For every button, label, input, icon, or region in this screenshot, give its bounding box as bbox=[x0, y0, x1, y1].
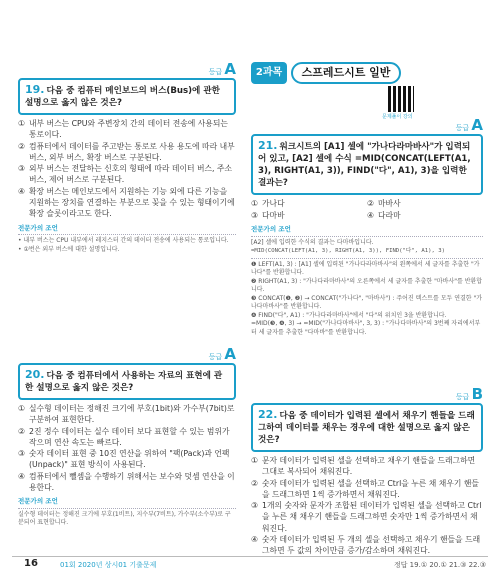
question-text: 19. 다음 중 컴퓨터 메인보드의 버스(Bus)에 관한 설명으로 옳지 않은 것은? bbox=[25, 83, 220, 108]
level-indicator: 등급 A bbox=[208, 60, 236, 78]
option-2[interactable]: ② 숫자 데이터가 입력된 셀을 선택하고 Ctrl을 누른 채 채우기 핸들을 드래그하면 1씩 증가하면서 채워진다. bbox=[251, 478, 479, 499]
question-22 bbox=[251, 385, 483, 557]
qr-caption: 문제풀이 강의 bbox=[382, 114, 413, 120]
option-list bbox=[251, 198, 483, 221]
question-20 bbox=[18, 345, 236, 528]
question-box bbox=[251, 403, 483, 452]
option-1[interactable]: ① 문자 데이터가 입력된 셀을 선택하고 채우기 핸들을 드래그하면 그대로 복사되어 채워진다. bbox=[251, 456, 476, 477]
exam-subtitle: 01회 2020년 상시01 기출문제 bbox=[60, 561, 157, 569]
subject-badge: 2과목 bbox=[251, 62, 287, 84]
option-4[interactable]: ④ 숫자 데이터가 입력된 두 개의 셀을 선택하고 채우기 핸들을 드래그하면 두 값의 차이만큼 증가/감소하며 채워진다. bbox=[251, 535, 481, 556]
question-box bbox=[18, 78, 236, 115]
option-2[interactable]: ② 컴퓨터에서 데이터를 주고받는 통로로 사용 용도에 따라 내부 버스, 외부 버스, 확장 버스로 구분된다. bbox=[18, 141, 235, 162]
option-4[interactable]: ④ 확장 버스는 메인보드에서 지원하는 기능 외에 다른 기능을 지원하는 장치를 연결하는 부분으로 꽂을 수 있는 형태이기에 확장 슬롯이라고도 한다. bbox=[18, 186, 235, 219]
option-2[interactable]: ② 마바사 bbox=[367, 199, 401, 208]
question-19 bbox=[18, 60, 236, 254]
expert-tip: 전문가의 조언 • 내부 버스는 CPU 내부에서 레지스터 간의 데이터 전송에 사용되는 통로입니다. • ①번은 외부 버스에 대한 설명입니다. bbox=[18, 224, 236, 255]
level-indicator: 등급 A bbox=[208, 345, 236, 363]
expert-tip: 전문가의 조언 실수형 데이터는 정해진 크기에 부호(1비트), 지수부(7비트), 가수부(소수부)로 구분되어 표현합니다. bbox=[18, 497, 236, 528]
question-21 bbox=[251, 116, 483, 337]
formula: =MID(CONCAT(LEFT(A1, 3), RIGHT(A1, 3)), FIND("다", A1), 3) bbox=[251, 248, 445, 254]
question-text: 20. 다음 중 컴퓨터에서 사용하는 자료의 표현에 관한 설명으로 옳지 않은 것은? bbox=[25, 368, 223, 393]
question-box bbox=[251, 134, 483, 195]
qr-code-icon bbox=[388, 86, 414, 112]
level-indicator: 등급 A bbox=[455, 116, 483, 134]
question-box bbox=[18, 363, 236, 400]
footer-divider bbox=[12, 556, 488, 557]
page-number: 16 bbox=[24, 558, 38, 569]
option-2[interactable]: ② 2진 정수 데이터는 실수 데이터 보다 표현할 수 있는 범위가 작으며 연산 속도는 빠르다. bbox=[18, 426, 230, 447]
question-text: 21. 워크시트의 [A1] 셀에 "가나다라마바사"가 입력되어 있고, [A2] 셀에 수식 =MID(CONCAT(LEFT(A1, 3), RIGHT(A1, 3)), FIND("다", A1), 3)을 입력한 결과는? bbox=[258, 139, 471, 188]
option-list bbox=[18, 403, 236, 493]
answer-key: 정답 19.① 20.① 21.③ 22.③ bbox=[393, 561, 486, 569]
expert-tip: 전문가의 조언 [A2] 셀에 입력한 수식의 결과는 다마바입니다. =MID(CONCAT(LEFT(A1, 3), RIGHT(A1, 3)), FIND("다", A1), 3) ❶ LEFT(A1, 3) : [A1] 셀에 입력된 "가나다라마바사"의 왼쪽에서 세 글자를 추출한 "가나다"를 반환합니다. ❷ RIGHT(A1, 3) : "가나다라마바사"의 오른쪽에서 세 글자를 추출한 "마바사"를 반환합니다. ❸ CONCAT(❶, ❷) → CONCAT("가나다", "마바사") : 주어진 텍스트를 모두 연결한 "가나다마바사"를 반환합니다. ❹ FIND("다", A1) : "가나다라마바사"에서 "다"의 위치인 3을 반환합니다. =MID(❸, ❹, 3) → =MID("가나다마바사", 3, 3) : "가나다마바사"의 3번째 자리에서부터 세 글자를 추출한 "다마바"를 반환합니다. bbox=[251, 225, 483, 336]
page-footer bbox=[0, 550, 500, 576]
option-1[interactable]: ① 내부 버스는 CPU와 주변장치 간의 데이터 전송에 사용되는 통로이다. bbox=[18, 119, 228, 140]
option-3[interactable]: ③ 숫자 데이터 표현 중 10진 연산을 위하여 "팩(Pack)과 언팩(Unpack)" 표현 방식이 사용된다. bbox=[18, 449, 230, 470]
option-1[interactable]: ① 가나다 bbox=[251, 199, 285, 208]
option-4[interactable]: ④ 다라마 bbox=[367, 210, 401, 220]
option-list bbox=[18, 118, 236, 220]
option-1[interactable]: ① 실수형 데이터는 정해진 크기에 부호(1bit)와 가수부(7bit)로 구분하여 표현한다. bbox=[18, 404, 235, 425]
level-indicator: 등급 B bbox=[455, 385, 483, 403]
subject-title: 스프레드시트 일반 bbox=[291, 62, 401, 84]
option-4[interactable]: ④ 컴퓨터에서 뺄셈을 수행하기 위해서는 보수와 덧셈 연산을 이용한다. bbox=[18, 471, 235, 493]
question-text: 22. 다음 중 데이터가 입력된 셀에서 채우기 핸들을 드래그하여 데이터를 채우는 경우에 대한 설명으로 옳지 않은 것은? bbox=[258, 408, 475, 445]
option-3[interactable]: ③ 다마바 bbox=[251, 210, 285, 220]
option-list bbox=[251, 455, 483, 557]
option-3[interactable]: ③ 1개의 숫자와 문자가 조합된 데이터가 입력된 셀을 선택하고 Ctrl을 누른 채 채우기 핸들을 드래그하면 숫자만 1씩 증가하면서 채워진다. bbox=[251, 501, 482, 533]
option-3[interactable]: ③ 외부 버스는 전달하는 신호의 형태에 따라 데이터 버스, 주소 버스, 제어 버스로 구분된다. bbox=[18, 164, 233, 185]
